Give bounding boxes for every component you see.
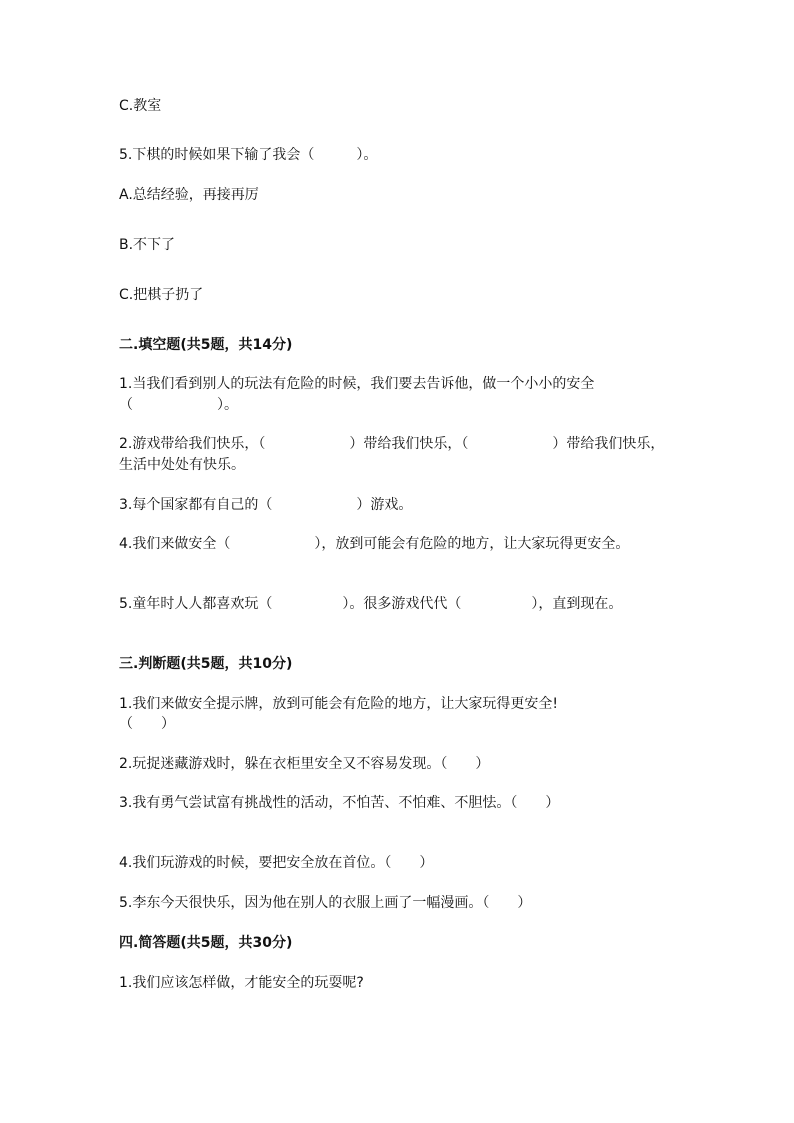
judge-question-1-blank: （ ） bbox=[119, 716, 175, 732]
section-2-title: 二.填空题(共5题，共14分) bbox=[119, 337, 293, 353]
judge-question-4: 4.我们玩游戏的时候，要把安全放在首位。（ ） bbox=[119, 855, 434, 871]
fill-question-5: 5.童年时人人都喜欢玩（ ）。很多游戏代代（ ），直到现在。 bbox=[119, 596, 623, 612]
q5-stem: 5.下棋的时候如果下输了我会（ ）。 bbox=[119, 147, 378, 163]
fill-question-2: 2.游戏带给我们快乐，（ ）带给我们快乐，（ ）带给我们快乐，生活中处处有快乐。 bbox=[119, 436, 665, 473]
q5-option-a: A.总结经验，再接再厉 bbox=[119, 187, 259, 203]
q5-option-b: B.不下了 bbox=[119, 237, 176, 253]
fill-question-1: 1.当我们看到别人的玩法有危险的时候，我们要去告诉他，做一个小小的安全（ ）。 bbox=[119, 376, 595, 413]
judge-question-5: 5.李东今天很快乐，因为他在别人的衣服上画了一幅漫画。（ ） bbox=[119, 895, 532, 911]
section-4-title: 四.简答题(共5题，共30分) bbox=[119, 935, 293, 951]
short-answer-question-1: 1.我们应该怎样做，才能安全的玩耍呢? bbox=[119, 975, 364, 991]
judge-question-1: 1.我们来做安全提示牌，放到可能会有危险的地方，让大家玩得更安全! bbox=[119, 696, 558, 712]
fill-question-3: 3.每个国家都有自己的（ ）游戏。 bbox=[119, 497, 413, 513]
q5-option-c: C.把棋子扔了 bbox=[119, 287, 204, 303]
judge-question-2: 2.玩捉迷藏游戏时，躲在衣柜里安全又不容易发现。（ ） bbox=[119, 756, 490, 772]
fill-question-4: 4.我们来做安全（ ），放到可能会有危险的地方，让大家玩得更安全。 bbox=[119, 536, 630, 552]
section-3-title: 三.判断题(共5题，共10分) bbox=[119, 656, 293, 672]
q4-option-c: C.教室 bbox=[119, 98, 162, 114]
judge-question-3: 3.我有勇气尝试富有挑战性的活动，不怕苦、不怕难、不胆怯。（ ） bbox=[119, 795, 560, 811]
